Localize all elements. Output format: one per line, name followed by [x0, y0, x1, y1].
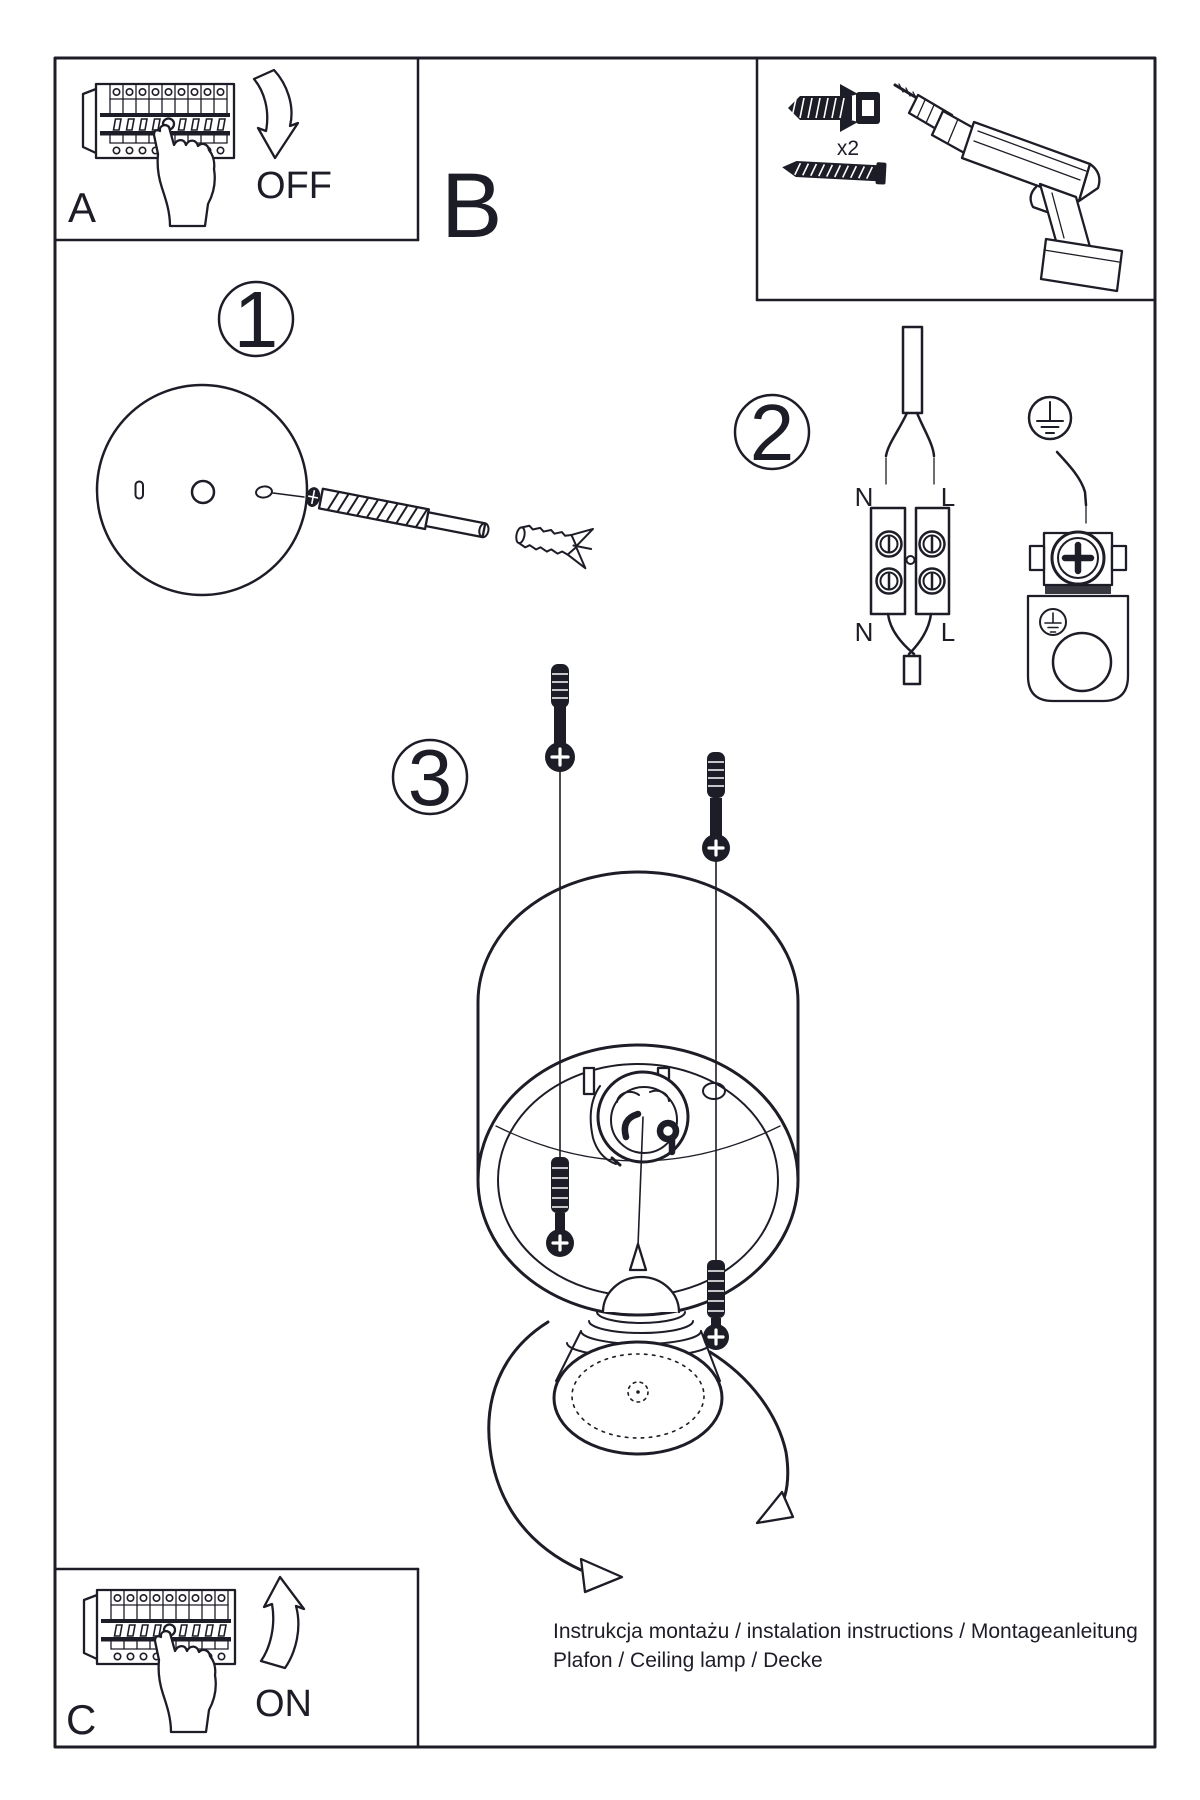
lamp-base-body: [1028, 596, 1128, 701]
plate-screw-hole: [255, 485, 272, 498]
mounting-hole-ring: [703, 1083, 725, 1099]
step-3-number: 3: [407, 733, 453, 822]
curved-arrow-down-icon: [254, 70, 298, 158]
gu10-socket: [584, 1068, 725, 1165]
step-2-number: 2: [749, 388, 795, 477]
screw-above-left-icon: [545, 664, 575, 886]
earth-terminal: [1028, 532, 1128, 701]
gu10-bulb: [554, 1277, 722, 1454]
step-1-number: 1: [233, 275, 279, 364]
label-live-bottom: L: [940, 617, 956, 647]
footer: [553, 1620, 1138, 1672]
alignment-line: [273, 493, 304, 497]
mounting-plate: [97, 385, 307, 595]
box-a-action: OFF: [256, 165, 332, 207]
step-1: [97, 275, 595, 595]
footer-line-2: Plafon / Ceiling lamp / Decke: [553, 1649, 823, 1672]
label-neutral-top: N: [854, 482, 874, 512]
mounting-screw-icon: [304, 486, 490, 541]
section-b-label: B: [441, 155, 503, 257]
label-live-top: L: [940, 482, 956, 512]
plate-cable-hole: [192, 481, 214, 503]
rotate-arrow-right-icon: [710, 1352, 793, 1523]
footer-line-1: Instrukcja montażu / instalation instructions / Montageanleitung: [553, 1620, 1138, 1643]
mains-cable-bottom: [888, 614, 931, 684]
insertion-arrow-up-icon: [630, 1244, 646, 1270]
plate-slot-hole: [136, 482, 144, 499]
step-3-badge: [393, 733, 467, 822]
curved-arrow-up-icon: [261, 1577, 304, 1668]
box-c-action: ON: [255, 1683, 312, 1725]
step-1-anchor-icon: [513, 515, 595, 569]
box-a-label: A: [68, 184, 97, 231]
screw-icon: [782, 157, 887, 184]
bulb-face: [554, 1342, 722, 1454]
drill-icon: [895, 84, 1122, 291]
earth-symbol-icon: [1029, 397, 1071, 439]
box-c-label: C: [66, 1696, 97, 1743]
screw-above-right-icon: [702, 752, 730, 892]
screw-inside-left-icon: [546, 886, 574, 1257]
label-neutral-bottom: N: [854, 617, 874, 647]
step-3: [393, 664, 798, 1592]
wire-live-top: [917, 413, 934, 456]
terminal-screws: [877, 532, 945, 594]
box-a-power-off: [68, 70, 332, 231]
earth-wire: [1057, 452, 1086, 505]
box-c-power-on: [66, 1577, 312, 1743]
mains-cable-top: [886, 327, 934, 484]
step-2-badge: [735, 388, 809, 477]
anchor-quantity-label: x2: [836, 137, 860, 160]
tools-box: [782, 84, 1122, 291]
wall-anchor-icon: [788, 84, 880, 132]
step-1-badge: [219, 275, 293, 364]
wire-neutral-top: [886, 413, 907, 456]
terminal-block: [871, 508, 949, 614]
step-2: [735, 327, 1128, 701]
